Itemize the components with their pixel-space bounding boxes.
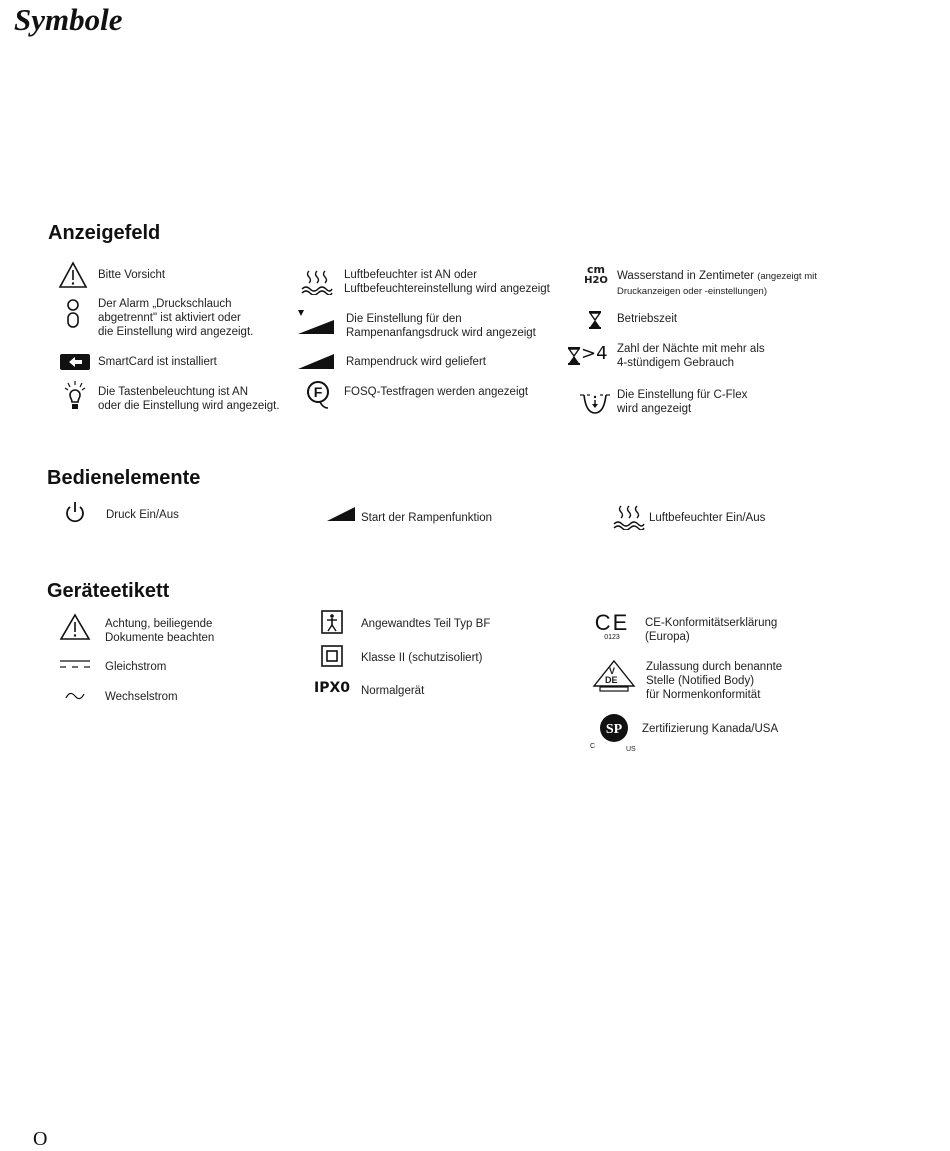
type-bf-icon [320, 609, 344, 635]
section-heading-display: Anzeigefeld [48, 222, 161, 244]
label-text-class-ii: Klasse II (schutzisoliert) [361, 652, 483, 664]
direct-current-icon [60, 658, 90, 670]
csa-glyph-us: US [626, 746, 636, 753]
smartcard-icon [60, 354, 90, 370]
vde-glyph-v: V [609, 666, 616, 676]
label-text-ac: Wechselstrom [105, 691, 178, 703]
display-text-backlight: Die Tastenbeleuchtung ist AN oder die Einstellung wird angezeigt. [98, 386, 280, 412]
vde-icon [592, 660, 636, 694]
ramp-start-icon [298, 310, 336, 336]
fosq-icon [306, 380, 330, 410]
hourglass-icon [588, 310, 602, 330]
csa-glyph: SP [605, 722, 623, 737]
display-text-operating-time: Betriebszeit [617, 313, 678, 325]
fosq-glyph: F [313, 384, 323, 400]
cflex-icon [578, 388, 612, 416]
display-text-fosq: FOSQ-Testfragen werden angezeigt [344, 386, 529, 398]
display-text-nights: Zahl der Nächte mit mehr als 4-stündigem Gebrauch [617, 343, 765, 369]
power-icon [62, 500, 88, 526]
display-text-ramp: Rampendruck wird geliefert [346, 356, 486, 368]
ipx0-icon: IPX0 [314, 680, 351, 696]
section-heading-controls: Bedienelemente [47, 467, 201, 489]
hourglass-gt4-icon [568, 343, 610, 369]
ramp-control-icon [326, 504, 356, 522]
display-text-humidifier: Luftbefeuchter ist AN oder Luftbefeuchtereinstellung wird angezeigt [344, 269, 550, 295]
ce-notified-number: 0123 [604, 634, 620, 641]
alternating-current-icon [64, 690, 86, 702]
ce-mark-icon [594, 612, 630, 642]
label-text-ipx0: Normalgerät [361, 685, 425, 697]
display-text-smartcard: SmartCard ist installiert [98, 356, 217, 368]
section-heading-label: Geräteetikett [47, 580, 170, 602]
hose-disconnect-icon [62, 298, 84, 330]
display-text-hose-alarm: Der Alarm „Druckschlauch abgetrennt" ist aktiviert oder die Einstellung wird angezeigt. [98, 298, 254, 338]
page-marker: O [33, 1128, 48, 1150]
light-bulb-icon [64, 380, 86, 412]
controls-text-humidifier: Luftbefeuchter Ein/Aus [649, 512, 766, 524]
csa-icon [588, 710, 640, 754]
label-text-ce: CE-Konformitätserklärung (Europa) [645, 617, 778, 643]
controls-text-ramp: Start der Rampenfunktion [361, 512, 493, 524]
controls-text-power: Druck Ein/Aus [106, 509, 179, 521]
warning-triangle-icon [58, 260, 88, 290]
display-text-caution: Bitte Vorsicht [98, 269, 166, 281]
label-text-vde: Zulassung durch benannte Stelle (Notified Body) für Normenkonformität [646, 661, 783, 701]
label-text-caution: Achtung, beiliegende Dokumente beachten [105, 618, 215, 644]
water-level-icon [580, 264, 612, 286]
class-ii-icon [320, 644, 344, 668]
ce-glyph: CE [594, 610, 630, 635]
vde-glyph-de: DE [605, 675, 618, 685]
gt4-glyph: >4 [581, 343, 608, 364]
label-text-csa: Zertifizierung Kanada/USA [642, 723, 779, 735]
display-text-cflex: Die Einstellung für C-Flex wird angezeigt [617, 389, 748, 415]
ramp-icon [298, 350, 336, 370]
humidifier-icon [300, 266, 334, 296]
display-text-ramp-start: Die Einstellung für den Rampenanfangsdruck wird angezeigt [346, 313, 536, 339]
water-level-glyph-cm: cm [587, 263, 605, 276]
water-level-glyph-h2o: H2O [584, 275, 608, 286]
label-text-type-bf: Angewandtes Teil Typ BF [361, 618, 491, 630]
csa-glyph-c: C [590, 743, 596, 750]
page-title: Symbole [14, 2, 123, 37]
label-text-dc: Gleichstrom [105, 661, 167, 673]
display-text-water-level: Wasserstand in Zentimeter (angezeigt mit Druckanzeigen oder -einstellungen) [617, 270, 817, 297]
warning-triangle-icon [58, 612, 92, 642]
humidifier-control-icon [612, 502, 646, 530]
